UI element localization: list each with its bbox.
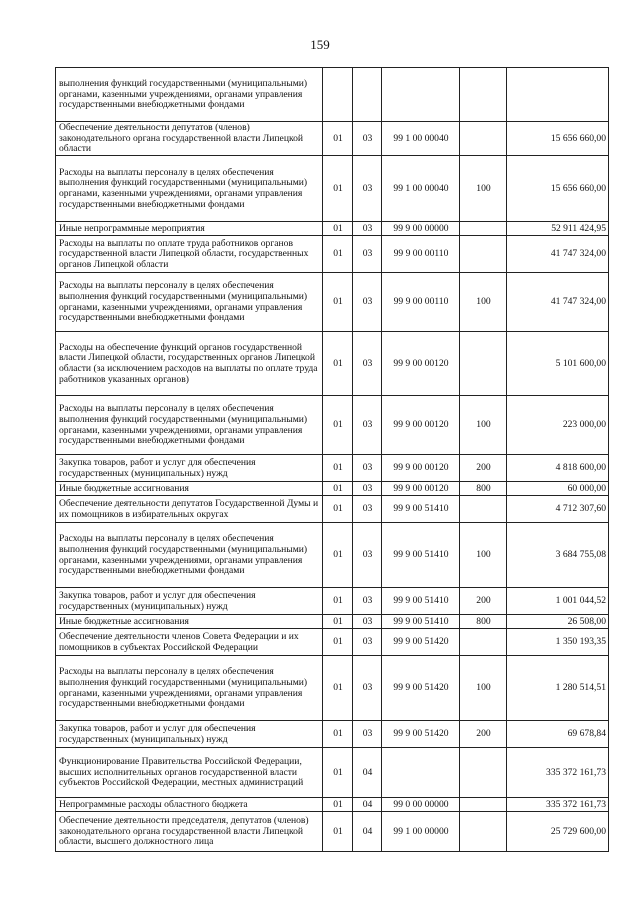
expense-type-code: 100 (460, 656, 507, 721)
budget-table (55, 67, 609, 852)
table-row (56, 615, 609, 629)
expense-name: Расходы на выплаты персоналу в целях обеспечения выполнения функций государственными (муниципальными) органами, казенными учреждениями, органами управления государственными внебюджетными фондами (56, 523, 323, 588)
section-code: 01 (323, 273, 353, 332)
expense-name: Функционирование Правительства Российской Федерации, высших исполнительных органов государственной власти субъектов Российской Федерации, местных администраций (56, 748, 323, 798)
amount: 69 678,84 (507, 721, 609, 748)
budget-table-body (56, 68, 609, 852)
target-article-code: 99 9 00 00000 (382, 222, 460, 236)
target-article-code: 99 9 00 51410 (382, 615, 460, 629)
subsection-code: 03 (353, 588, 382, 615)
expense-type-code (460, 812, 507, 852)
section-code: 01 (323, 455, 353, 482)
table-row (56, 812, 609, 852)
section-code: 01 (323, 482, 353, 496)
target-article-code: 99 9 00 00120 (382, 332, 460, 396)
expense-name: Обеспечение деятельности депутатов Государственной Думы и их помощников в избирательных округах (56, 496, 323, 523)
target-article-code: 99 0 00 00000 (382, 798, 460, 812)
target-article-code: 99 9 00 51420 (382, 721, 460, 748)
table-row (56, 629, 609, 656)
section-code: 01 (323, 496, 353, 523)
amount: 41 747 324,00 (507, 236, 609, 273)
section-code: 01 (323, 615, 353, 629)
expense-name: Закупка товаров, работ и услуг для обеспечения государственных (муниципальных) нужд (56, 455, 323, 482)
expense-name: Обеспечение деятельности председателя, депутатов (членов) законодательного органа государственной власти Липецкой области, высшего должностного лица (56, 812, 323, 852)
amount: 1 350 193,35 (507, 629, 609, 656)
expense-name: Закупка товаров, работ и услуг для обеспечения государственных (муниципальных) нужд (56, 721, 323, 748)
subsection-code: 04 (353, 798, 382, 812)
table-row (56, 523, 609, 588)
subsection-code: 03 (353, 629, 382, 656)
expense-name: выполнения функций государственными (муниципальными) органами, казенными учреждениями, органами управления государственными внебюджетными фондами (56, 68, 323, 122)
section-code: 01 (323, 656, 353, 721)
expense-type-code: 200 (460, 455, 507, 482)
amount: 25 729 600,00 (507, 812, 609, 852)
expense-type-code (460, 332, 507, 396)
subsection-code: 03 (353, 236, 382, 273)
table-row (56, 68, 609, 122)
expense-name: Обеспечение деятельности членов Совета Федерации и их помощников в субъектах Российской Федерации (56, 629, 323, 656)
amount (507, 68, 609, 122)
amount: 52 911 424,95 (507, 222, 609, 236)
section-code: 01 (323, 588, 353, 615)
table-row (56, 396, 609, 455)
subsection-code: 03 (353, 615, 382, 629)
target-article-code (382, 748, 460, 798)
section-code (323, 68, 353, 122)
target-article-code: 99 9 00 00120 (382, 482, 460, 496)
section-code: 01 (323, 156, 353, 222)
section-code: 01 (323, 122, 353, 156)
table-row (56, 273, 609, 332)
subsection-code: 03 (353, 273, 382, 332)
table-row (56, 236, 609, 273)
subsection-code: 03 (353, 482, 382, 496)
table-row (56, 798, 609, 812)
expense-name: Расходы на выплаты персоналу в целях обеспечения выполнения функций государственными (муниципальными) органами, казенными учреждениями, органами управления государственными внебюджетными фондами (56, 396, 323, 455)
target-article-code: 99 9 00 00110 (382, 236, 460, 273)
table-row (56, 222, 609, 236)
target-article-code: 99 9 00 51420 (382, 629, 460, 656)
section-code: 01 (323, 629, 353, 656)
subsection-code: 03 (353, 721, 382, 748)
expense-type-code (460, 68, 507, 122)
subsection-code: 04 (353, 812, 382, 852)
subsection-code: 03 (353, 656, 382, 721)
expense-name: Обеспечение деятельности депутатов (членов) законодательного органа государственной власти Липецкой области (56, 122, 323, 156)
section-code: 01 (323, 721, 353, 748)
section-code: 01 (323, 523, 353, 588)
amount: 15 656 660,00 (507, 122, 609, 156)
expense-name: Расходы на обеспечение функций органов государственной власти Липецкой области, государственных органов Липецкой области (за исключением расходов на выплаты по оплате труда работников указанных органов) (56, 332, 323, 396)
expense-name: Иные бюджетные ассигнования (56, 615, 323, 629)
section-code: 01 (323, 396, 353, 455)
expense-name: Расходы на выплаты персоналу в целях обеспечения выполнения функций государственными (муниципальными) органами, казенными учреждениями, органами управления государственными внебюджетными фондами (56, 156, 323, 222)
expense-type-code: 100 (460, 523, 507, 588)
expense-name: Расходы на выплаты по оплате труда работников органов государственной власти Липецкой области, государственных органов Липецкой области (56, 236, 323, 273)
subsection-code (353, 68, 382, 122)
amount: 60 000,00 (507, 482, 609, 496)
subsection-code: 03 (353, 455, 382, 482)
amount: 3 684 755,08 (507, 523, 609, 588)
table-row (56, 588, 609, 615)
target-article-code: 99 1 00 00040 (382, 156, 460, 222)
expense-type-code: 100 (460, 156, 507, 222)
expense-name: Иные бюджетные ассигнования (56, 482, 323, 496)
target-article-code: 99 9 00 51420 (382, 656, 460, 721)
expense-type-code (460, 122, 507, 156)
target-article-code: 99 1 00 00000 (382, 812, 460, 852)
amount: 26 508,00 (507, 615, 609, 629)
amount: 1 280 514,51 (507, 656, 609, 721)
expense-type-code (460, 496, 507, 523)
subsection-code: 03 (353, 332, 382, 396)
target-article-code: 99 9 00 00120 (382, 396, 460, 455)
section-code: 01 (323, 748, 353, 798)
table-row (56, 748, 609, 798)
section-code: 01 (323, 236, 353, 273)
subsection-code: 03 (353, 222, 382, 236)
expense-type-code: 800 (460, 615, 507, 629)
amount: 4 712 307,60 (507, 496, 609, 523)
subsection-code: 04 (353, 748, 382, 798)
expense-type-code: 100 (460, 396, 507, 455)
amount: 335 372 161,73 (507, 748, 609, 798)
table-row (56, 656, 609, 721)
section-code: 01 (323, 798, 353, 812)
expense-name: Закупка товаров, работ и услуг для обеспечения государственных (муниципальных) нужд (56, 588, 323, 615)
expense-type-code: 200 (460, 721, 507, 748)
amount: 15 656 660,00 (507, 156, 609, 222)
target-article-code (382, 68, 460, 122)
expense-type-code: 800 (460, 482, 507, 496)
expense-name: Иные непрограммные мероприятия (56, 222, 323, 236)
table-row (56, 122, 609, 156)
expense-type-code (460, 236, 507, 273)
amount: 41 747 324,00 (507, 273, 609, 332)
section-code: 01 (323, 222, 353, 236)
expense-name: Непрограммные расходы областного бюджета (56, 798, 323, 812)
target-article-code: 99 9 00 51410 (382, 588, 460, 615)
table-row (56, 332, 609, 396)
expense-type-code (460, 748, 507, 798)
subsection-code: 03 (353, 122, 382, 156)
subsection-code: 03 (353, 496, 382, 523)
section-code: 01 (323, 332, 353, 396)
target-article-code: 99 9 00 00120 (382, 455, 460, 482)
expense-name: Расходы на выплаты персоналу в целях обеспечения выполнения функций государственными (муниципальными) органами, казенными учреждениями, органами управления государственными внебюджетными фондами (56, 656, 323, 721)
amount: 1 001 044,52 (507, 588, 609, 615)
section-code: 01 (323, 812, 353, 852)
expense-type-code (460, 798, 507, 812)
table-row (56, 482, 609, 496)
target-article-code: 99 9 00 00110 (382, 273, 460, 332)
expense-type-code: 200 (460, 588, 507, 615)
target-article-code: 99 1 00 00040 (382, 122, 460, 156)
expense-type-code: 100 (460, 273, 507, 332)
target-article-code: 99 9 00 51410 (382, 496, 460, 523)
subsection-code: 03 (353, 156, 382, 222)
amount: 5 101 600,00 (507, 332, 609, 396)
subsection-code: 03 (353, 396, 382, 455)
amount: 335 372 161,73 (507, 798, 609, 812)
target-article-code: 99 9 00 51410 (382, 523, 460, 588)
table-row (56, 721, 609, 748)
amount: 223 000,00 (507, 396, 609, 455)
expense-type-code (460, 222, 507, 236)
amount: 4 818 600,00 (507, 455, 609, 482)
subsection-code: 03 (353, 523, 382, 588)
page-number: 159 (310, 37, 330, 52)
expense-type-code (460, 629, 507, 656)
expense-name: Расходы на выплаты персоналу в целях обеспечения выполнения функций государственными (муниципальными) органами, казенными учреждениями, органами управления государственными внебюджетными фондами (56, 273, 323, 332)
table-row (56, 496, 609, 523)
table-row (56, 156, 609, 222)
table-row (56, 455, 609, 482)
